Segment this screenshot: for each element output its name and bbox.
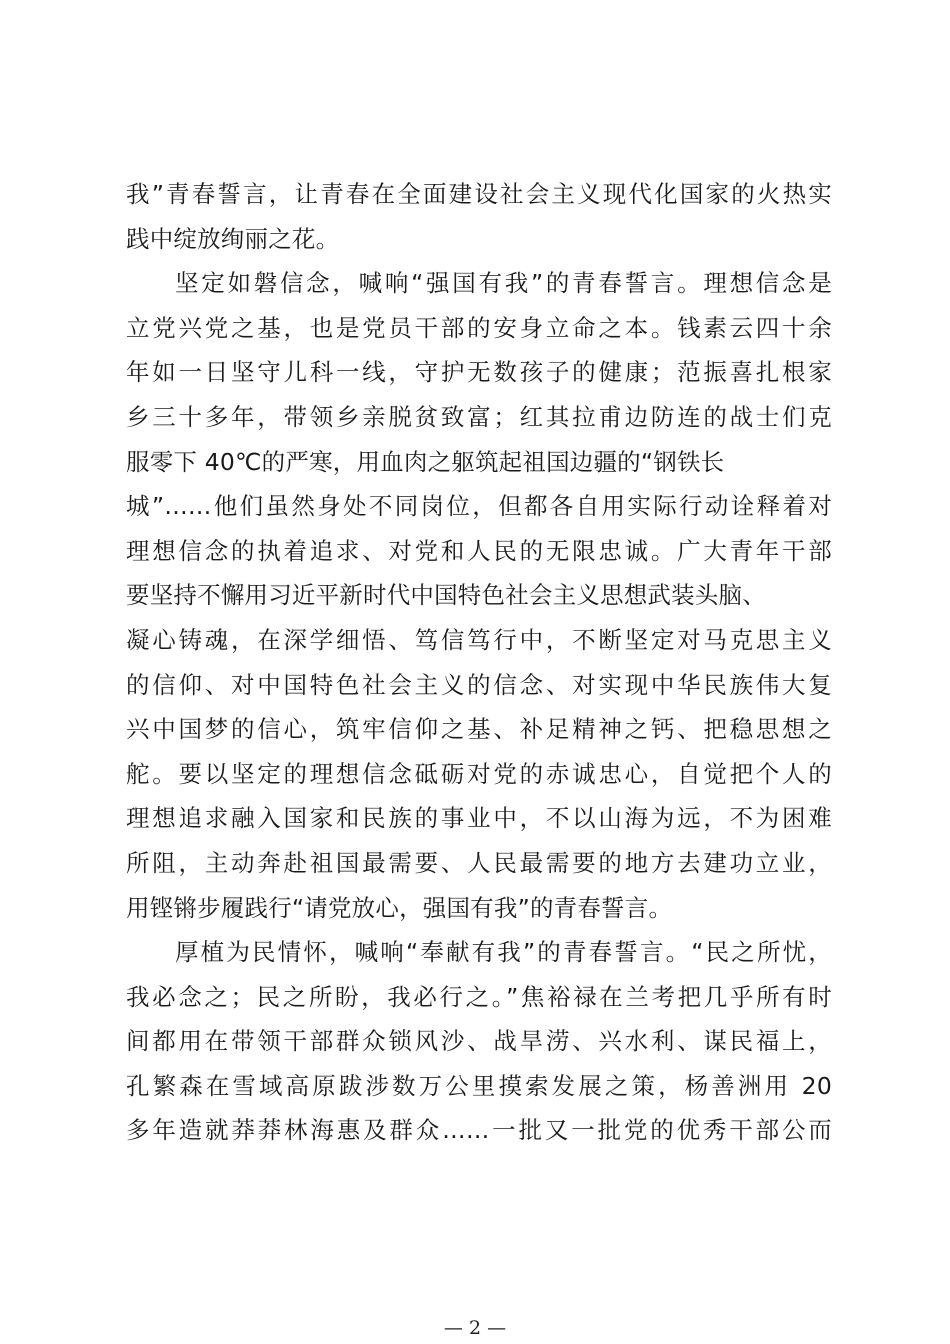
document-body [126,172,832,1153]
text-line: 践中绽放绚丽之花。 [126,224,340,253]
text-line: 城”……他们虽然身处不同岗位，但都各自用实际行动诠释着对 [126,492,832,521]
text-line: 年如一日坚守儿科一线，守护无数孩子的健康；范振喜扎根家 [126,358,832,387]
text-line: 用铿锵步履践行“请党放心，强国有我”的青春誓言。 [126,893,673,922]
text-line: 立党兴党之基，也是党员干部的安身立命之本。钱素云四十余 [126,313,832,342]
text-line: 多年造就莽莽林海惠及群众……一批又一批党的优秀干部公而 [126,1116,832,1145]
text-line: 服零下 40℃的严寒，用血肉之躯筑起祖国边疆的“钢铁长 [126,447,725,476]
text-line: 要坚持不懈用习近平新时代中国特色社会主义思想武装头脑、 [126,581,766,610]
paragraph-first-line: 坚定如磐信念，喊响“强国有我”的青春誓言。理想信念是 [175,269,832,298]
paragraph-first-line: 厚植为民情怀，喊响“奉献有我”的青春誓言。“民之所忧， [175,938,832,967]
text-line: 舵。要以坚定的理想信念砥砺对党的赤诚忠心，自觉把个人的 [126,759,832,788]
text-line: 理想追求融入国家和民族的事业中，不以山海为远，不为困难 [126,804,832,833]
text-line: 凝心铸魂，在深学细悟、笃信笃行中，不断坚定对马克思主义 [126,625,832,654]
text-line: 所阻，主动奔赴祖国最需要、人民最需要的地方去建功立业， [126,848,832,877]
text-line: 我”青春誓言，让青春在全面建设社会主义现代化国家的火热实 [126,180,832,208]
text-line: 理想信念的执着追求、对党和人民的无限忠诚。广大青年干部 [126,536,832,565]
text-line: 间都用在带领干部群众锁风沙、战旱涝、兴水利、谋民福上， [126,1027,832,1056]
text-line: 乡三十多年，带领乡亲脱贫致富；红其拉甫边防连的战士们克 [126,402,832,431]
page-number: — 2 — [443,1317,507,1339]
text-line: 孔繁森在雪域高原跋涉数万公里摸索发展之策，杨善洲用 20 [126,1071,832,1100]
text-line: 兴中国梦的信心，筑牢信仰之基、补足精神之钙、把稳思想之 [126,715,832,744]
text-line: 的信仰、对中国特色社会主义的信念、对实现中华民族伟大复 [126,670,832,699]
text-line: 我必念之；民之所盼，我必行之。”焦裕禄在兰考把几乎所有时 [126,982,832,1011]
